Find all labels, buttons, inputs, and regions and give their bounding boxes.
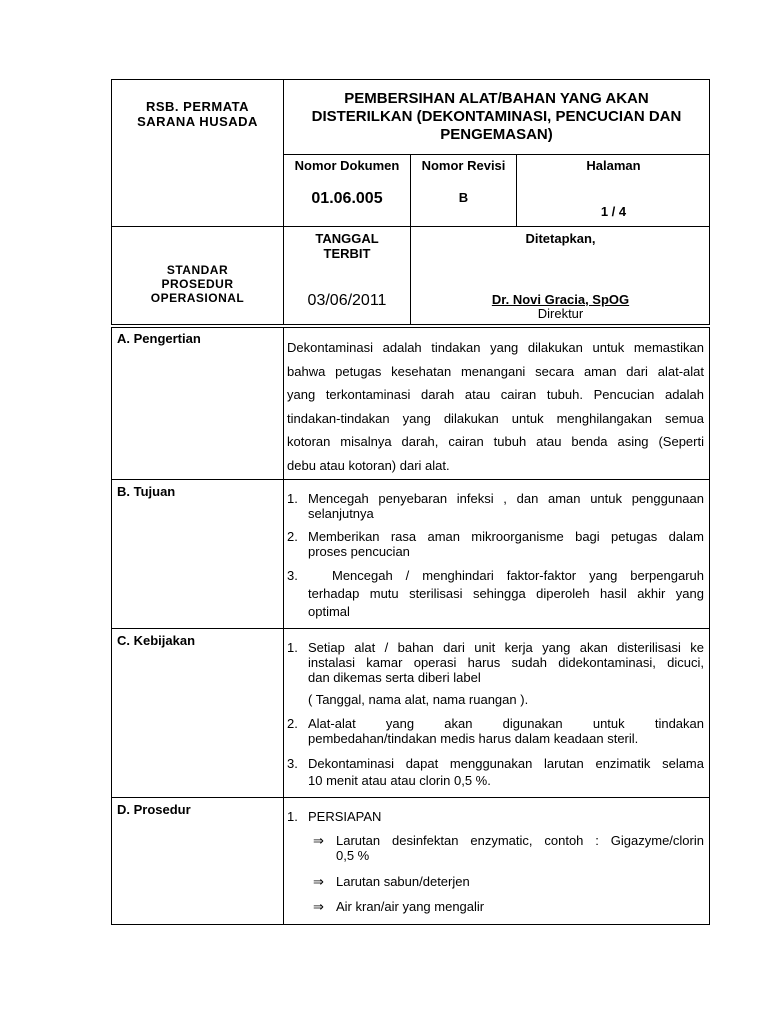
section-label-prosedur: D. Prosedur <box>117 802 191 817</box>
issue-date-value: 03/06/2011 <box>307 292 387 309</box>
implies-arrow-icon: ⇒ <box>313 833 324 848</box>
section-label-tujuan: B. Tujuan <box>117 484 176 499</box>
signer-name: Dr. Novi Gracia, SpOG <box>491 292 630 307</box>
doc-number-label: Nomor Dokumen <box>294 158 400 173</box>
prosedur-bullet-2: ⇒ Larutan sabun/deterjen <box>313 874 470 889</box>
section-label-pengertian: A. Pengertian <box>117 331 201 346</box>
tujuan-list <box>287 491 704 621</box>
tujuan-item-1: 1. Mencegah penyebaran infeksi , dan aman untuk penggunaan selanjutnya <box>287 491 704 521</box>
prosedur-bullet-3: ⇒ Air kran/air yang mengalir <box>313 899 485 914</box>
row-line-c <box>111 628 710 629</box>
kebijakan-item-3: 3. Dekontaminasi dapat menggunakan larutan enzimatik selama 10 menit atau atau clorin 0,5 %. <box>287 756 704 788</box>
kebijakan-item-1-note: ( Tanggal, nama alat, nama ruangan ). <box>308 692 529 707</box>
kebijakan-item-2: 2. Alat-alat yang akan digunakan untuk tindakan pembedahan/tindakan medis harus dalam keadaan steril. <box>287 716 704 746</box>
issue-date-label: TANGGAL TERBIT <box>315 231 379 261</box>
established-label: Ditetapkan, <box>525 231 596 246</box>
implies-arrow-icon: ⇒ <box>313 899 324 914</box>
section-label-kebijakan: C. Kebijakan <box>117 633 196 648</box>
prosedur-step-1: 1. PERSIAPAN ⇒ Larutan desinfektan enzymatic, contoh : Gigazyme/clorin 0,5 % ⇒ Larutan sabun/deterjen ⇒ Air kran/air yang mengalir <box>287 809 704 914</box>
row-line-d <box>111 797 710 798</box>
implies-arrow-icon: ⇒ <box>313 874 324 889</box>
page-label: Halaman <box>586 158 641 173</box>
revision-value: B <box>458 190 469 205</box>
prosedur-bullet-1: ⇒ Larutan desinfektan enzymatic, contoh : Gigazyme/clorin 0,5 % <box>313 833 704 863</box>
hospital-name: RSB. PERMATA SARANA HUSADA <box>137 99 258 129</box>
pengertian-text: Dekontaminasi adalah tindakan yang dilakukan untuk memastikan bahwa petugas kesehatan menangani secara aman dari alat-alat yang terkontaminasi darah atau cairan tubuh. Pencucian adalah tindakan-tindakan yang dilakukan untuk menghilangakan semua kotoran misalnya darah, cairan tubuh atau benda asing (Seperti debu atau kotoran) dari alat. <box>287 340 704 473</box>
sop-label: STANDAR PROSEDUR OPERASIONAL <box>150 263 245 305</box>
tujuan-item-3: 3. Mencegah / menghindari faktor-faktor yang berpengaruh terhadap mutu sterilisasi sehingga diperoleh hasil akhir yang optimal <box>287 568 704 619</box>
prosedur-step-title: PERSIAPAN <box>308 809 382 824</box>
row-line-b <box>111 479 710 480</box>
content-divider <box>283 327 284 925</box>
revision-label: Nomor Revisi <box>421 158 506 173</box>
header-line-1 <box>283 154 710 155</box>
document-title: PEMBERSIHAN ALAT/BAHAN YANG AKAN DISTERILKAN (DEKONTAMINASI, PENCUCIAN DAN PENGEMASAN) <box>311 90 682 143</box>
signer-title: Direktur <box>537 306 584 321</box>
kebijakan-item-1: 1. Setiap alat / bahan dari unit kerja yang akan disterilisasi ke instalasi kamar operasi harus sudah didekontaminasi, dicuci, dan dikemas serta diberi label <box>287 640 704 685</box>
kebijakan-list <box>287 640 704 789</box>
tujuan-item-2: 2. Memberikan rasa aman mikroorganisme bagi petugas dalam proses pencucian <box>287 529 704 559</box>
page-value: 1 / 4 <box>600 204 627 219</box>
doc-number-value: 01.06.005 <box>311 190 383 207</box>
